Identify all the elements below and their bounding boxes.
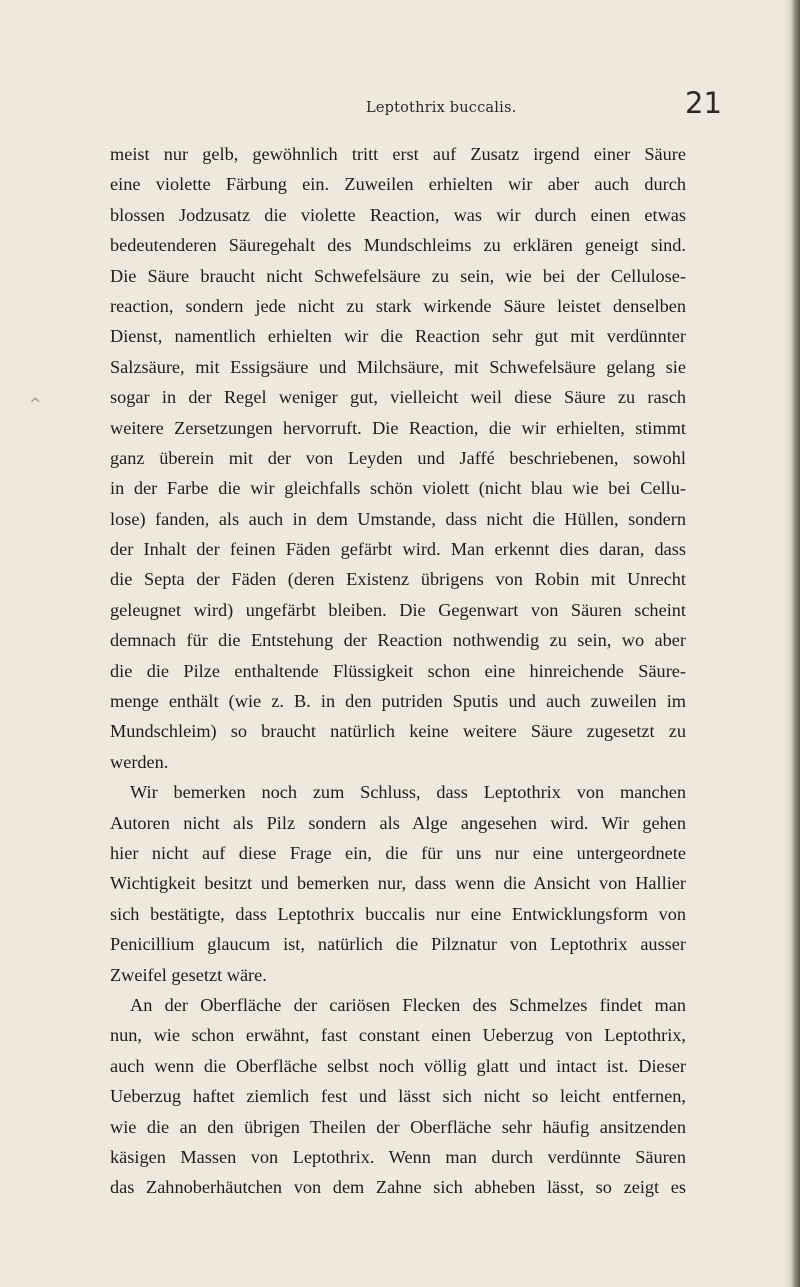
text-line: meist nur gelb, gewöhnlich tritt erst auf Zusatz irgend einer Säure — [110, 144, 686, 164]
text-line: wie die an den übrigen Theilen der Oberfläche sehr häufig ansitzenden — [110, 1116, 686, 1137]
text-line: das Zahnoberhäutchen von dem Zahne sich abheben lässt, so zeigt es — [110, 1177, 686, 1198]
text-line: An der Oberfläche der cariösen Flecken des Schmelzes findet man — [130, 994, 686, 1015]
text-line: sogar in der Regel weniger gut, vielleicht weil diese Säure zu rasch — [110, 387, 686, 408]
text-line: Die Säure braucht nicht Schwefelsäure zu sein, wie bei der Cellulose- — [110, 265, 686, 286]
paragraph — [110, 139, 686, 777]
text-line: Dienst, namentlich erhielten wir die Reaction sehr gut mit verdünnter — [110, 326, 686, 347]
text-line: Ueberzug haftet ziemlich fest und lässt sich nicht so leicht entfernen, — [110, 1086, 686, 1107]
paragraph — [110, 777, 686, 990]
text-line: hier nicht auf diese Frage ein, die für uns nur eine untergeordnete — [110, 842, 686, 863]
text-line: die die Pilze enthaltende Flüssigkeit schon eine hinreichende Säure- — [110, 660, 686, 681]
text-line: bedeutenderen Säuregehalt des Mundschleims zu erklären geneigt sind. — [110, 235, 686, 256]
text-line: lose) fanden, als auch in dem Umstande, dass nicht die Hüllen, sondern — [110, 508, 686, 529]
text-line: weitere Zersetzungen hervorruft. Die Reaction, die wir erhielten, stimmt — [110, 417, 686, 438]
text-line: Zweifel gesetzt wäre. — [110, 964, 267, 985]
text-line: geleugnet wird) ungefärbt bleiben. Die Gegenwart von Säuren scheint — [110, 599, 686, 620]
page-header — [0, 80, 800, 120]
text-line: nun, wie schon erwähnt, fast constant einen Ueberzug von Leptothrix, — [110, 1025, 686, 1046]
text-line: Wir bemerken noch zum Schluss, dass Leptothrix von manchen — [130, 782, 686, 803]
text-line: menge enthält (wie z. B. in den putriden Sputis und auch zuweilen im — [110, 691, 686, 712]
text-line: ganz überein mit der von Leyden und Jaffé beschriebenen, sowohl — [110, 447, 686, 468]
text-line: Mundschleim) so braucht natürlich keine weitere Säure zugesetzt zu — [110, 721, 686, 742]
body-text — [110, 139, 686, 1203]
text-line: auch wenn die Oberfläche selbst noch völlig glatt und intact ist. Dieser — [110, 1055, 686, 1076]
text-line: käsigen Massen von Leptothrix. Wenn man durch verdünnte Säuren — [110, 1146, 686, 1167]
text-line: blossen Jodzusatz die violette Reaction, was wir durch einen etwas — [110, 204, 686, 225]
margin-mark: ^ — [29, 395, 42, 413]
text-line: der Inhalt der feinen Fäden gefärbt wird. Man erkennt dies daran, dass — [110, 539, 686, 560]
text-line: Autoren nicht als Pilz sondern als Alge angesehen wird. Wir gehen — [110, 812, 686, 833]
text-line: Penicillium glaucum ist, natürlich die Pilznatur von Leptothrix ausser — [110, 934, 686, 955]
page-number: 21 — [685, 86, 722, 120]
running-title: Leptothrix buccalis. — [366, 100, 517, 116]
text-line: werden. — [110, 751, 169, 772]
text-line: Salzsäure, mit Essigsäure und Milchsäure, mit Schwefelsäure gelang sie — [110, 356, 686, 377]
text-line: eine violette Färbung ein. Zuweilen erhielten wir aber auch durch — [110, 174, 686, 195]
text-line: demnach für die Entstehung der Reaction nothwendig zu sein, wo aber — [110, 630, 686, 651]
text-line: Wichtigkeit besitzt und bemerken nur, dass wenn die Ansicht von Hallier — [110, 873, 686, 894]
page-edge-shadow — [785, 0, 800, 1287]
text-line: reaction, sondern jede nicht zu stark wirkende Säure leistet denselben — [110, 295, 686, 316]
text-line: in der Farbe die wir gleichfalls schön violett (nicht blau wie bei Cellu- — [110, 478, 686, 499]
text-line: sich bestätigte, dass Leptothrix buccalis nur eine Entwicklungsform von — [110, 903, 686, 924]
text-line: die Septa der Fäden (deren Existenz übrigens von Robin mit Unrecht — [110, 569, 686, 590]
paragraph — [110, 990, 686, 1203]
